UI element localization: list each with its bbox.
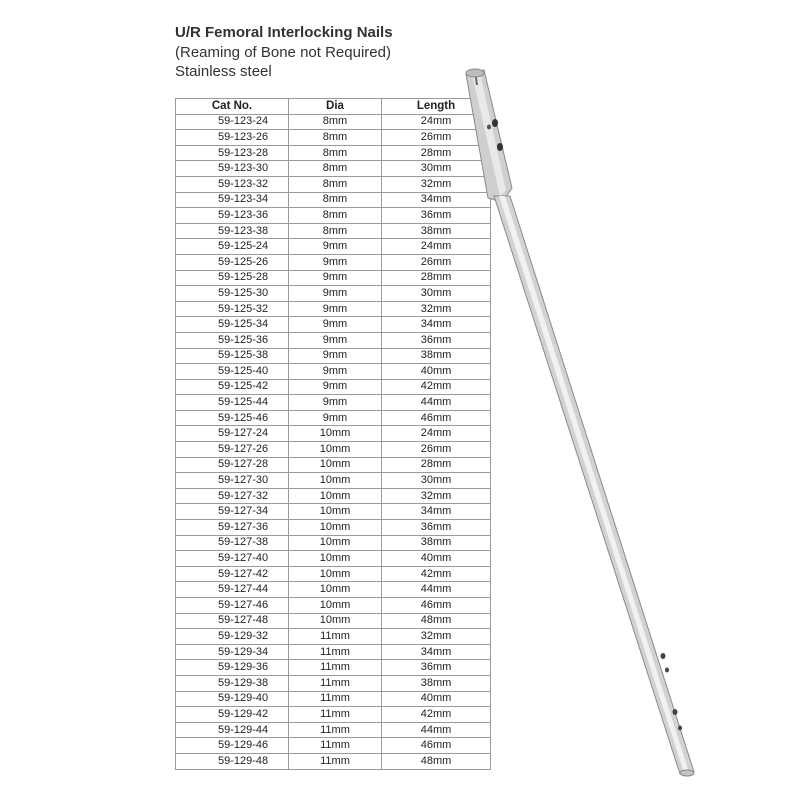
cell-cat-no: 59-125-24 bbox=[176, 239, 289, 255]
cell-cat-no: 59-127-42 bbox=[176, 566, 289, 582]
cell-cat-no: 59-125-28 bbox=[176, 270, 289, 286]
cell-dia: 9mm bbox=[289, 364, 382, 380]
header-cat-no: Cat No. bbox=[176, 99, 289, 115]
cell-dia: 10mm bbox=[289, 442, 382, 458]
cell-length: 42mm bbox=[382, 566, 491, 582]
cell-length: 38mm bbox=[382, 535, 491, 551]
cell-length: 42mm bbox=[382, 379, 491, 395]
cell-dia: 8mm bbox=[289, 161, 382, 177]
cell-length: 38mm bbox=[382, 223, 491, 239]
cell-dia: 8mm bbox=[289, 208, 382, 224]
cell-length: 24mm bbox=[382, 239, 491, 255]
cell-cat-no: 59-125-36 bbox=[176, 332, 289, 348]
cell-cat-no: 59-129-40 bbox=[176, 691, 289, 707]
cell-cat-no: 59-125-34 bbox=[176, 317, 289, 333]
cell-dia: 10mm bbox=[289, 535, 382, 551]
cell-dia: 11mm bbox=[289, 675, 382, 691]
cell-dia: 8mm bbox=[289, 192, 382, 208]
cell-length: 36mm bbox=[382, 660, 491, 676]
cell-cat-no: 59-125-26 bbox=[176, 254, 289, 270]
cell-cat-no: 59-123-24 bbox=[176, 114, 289, 130]
cell-cat-no: 59-125-44 bbox=[176, 395, 289, 411]
cell-length: 30mm bbox=[382, 473, 491, 489]
cell-cat-no: 59-129-42 bbox=[176, 707, 289, 723]
cell-cat-no: 59-123-36 bbox=[176, 208, 289, 224]
cell-length: 32mm bbox=[382, 488, 491, 504]
cell-length: 28mm bbox=[382, 145, 491, 161]
cell-cat-no: 59-129-32 bbox=[176, 629, 289, 645]
cell-cat-no: 59-129-36 bbox=[176, 660, 289, 676]
cell-length: 30mm bbox=[382, 161, 491, 177]
cell-cat-no: 59-127-40 bbox=[176, 551, 289, 567]
cell-dia: 10mm bbox=[289, 598, 382, 614]
cell-dia: 11mm bbox=[289, 707, 382, 723]
cell-length: 34mm bbox=[382, 192, 491, 208]
cell-cat-no: 59-125-38 bbox=[176, 348, 289, 364]
cell-dia: 9mm bbox=[289, 254, 382, 270]
cell-dia: 10mm bbox=[289, 520, 382, 536]
cell-dia: 11mm bbox=[289, 738, 382, 754]
cell-length: 36mm bbox=[382, 520, 491, 536]
cell-length: 36mm bbox=[382, 208, 491, 224]
cell-cat-no: 59-127-24 bbox=[176, 426, 289, 442]
cell-length: 24mm bbox=[382, 114, 491, 130]
cell-dia: 10mm bbox=[289, 504, 382, 520]
cell-dia: 9mm bbox=[289, 301, 382, 317]
cell-cat-no: 59-125-32 bbox=[176, 301, 289, 317]
cell-dia: 9mm bbox=[289, 395, 382, 411]
cell-length: 46mm bbox=[382, 598, 491, 614]
page-subtitle: (Reaming of Bone not Required) bbox=[175, 44, 391, 61]
cell-length: 46mm bbox=[382, 738, 491, 754]
cell-length: 28mm bbox=[382, 457, 491, 473]
cell-length: 44mm bbox=[382, 582, 491, 598]
cell-cat-no: 59-129-48 bbox=[176, 753, 289, 769]
cell-cat-no: 59-127-28 bbox=[176, 457, 289, 473]
cell-length: 38mm bbox=[382, 348, 491, 364]
cell-length: 36mm bbox=[382, 332, 491, 348]
cell-length: 28mm bbox=[382, 270, 491, 286]
cell-dia: 10mm bbox=[289, 613, 382, 629]
cell-cat-no: 59-127-44 bbox=[176, 582, 289, 598]
cell-length: 34mm bbox=[382, 317, 491, 333]
cell-length: 26mm bbox=[382, 442, 491, 458]
cell-dia: 11mm bbox=[289, 722, 382, 738]
cell-length: 38mm bbox=[382, 675, 491, 691]
cell-dia: 8mm bbox=[289, 114, 382, 130]
cell-cat-no: 59-123-28 bbox=[176, 145, 289, 161]
cell-cat-no: 59-129-44 bbox=[176, 722, 289, 738]
cell-cat-no: 59-125-30 bbox=[176, 286, 289, 302]
cell-length: 40mm bbox=[382, 551, 491, 567]
cell-dia: 9mm bbox=[289, 270, 382, 286]
cell-dia: 10mm bbox=[289, 457, 382, 473]
cell-length: 40mm bbox=[382, 691, 491, 707]
cell-cat-no: 59-123-38 bbox=[176, 223, 289, 239]
cell-cat-no: 59-123-26 bbox=[176, 130, 289, 146]
cell-dia: 11mm bbox=[289, 629, 382, 645]
cell-dia: 11mm bbox=[289, 660, 382, 676]
cell-cat-no: 59-127-26 bbox=[176, 442, 289, 458]
cell-length: 24mm bbox=[382, 426, 491, 442]
cell-dia: 11mm bbox=[289, 644, 382, 660]
cell-cat-no: 59-125-40 bbox=[176, 364, 289, 380]
cell-length: 26mm bbox=[382, 254, 491, 270]
cell-dia: 11mm bbox=[289, 753, 382, 769]
cell-cat-no: 59-129-38 bbox=[176, 675, 289, 691]
cell-cat-no: 59-127-30 bbox=[176, 473, 289, 489]
cell-length: 48mm bbox=[382, 613, 491, 629]
cell-cat-no: 59-129-34 bbox=[176, 644, 289, 660]
cell-dia: 10mm bbox=[289, 582, 382, 598]
cell-dia: 8mm bbox=[289, 176, 382, 192]
cell-length: 44mm bbox=[382, 722, 491, 738]
cell-length: 48mm bbox=[382, 753, 491, 769]
cell-dia: 9mm bbox=[289, 239, 382, 255]
page-title: U/R Femoral Interlocking Nails bbox=[175, 24, 393, 41]
cell-dia: 9mm bbox=[289, 286, 382, 302]
cell-length: 32mm bbox=[382, 176, 491, 192]
cell-dia: 9mm bbox=[289, 332, 382, 348]
cell-cat-no: 59-127-46 bbox=[176, 598, 289, 614]
cell-dia: 10mm bbox=[289, 426, 382, 442]
cell-length: 32mm bbox=[382, 629, 491, 645]
cell-dia: 9mm bbox=[289, 379, 382, 395]
cell-length: 44mm bbox=[382, 395, 491, 411]
cell-cat-no: 59-123-32 bbox=[176, 176, 289, 192]
cell-dia: 8mm bbox=[289, 145, 382, 161]
header-dia: Dia bbox=[289, 99, 382, 115]
cell-cat-no: 59-123-30 bbox=[176, 161, 289, 177]
cell-dia: 10mm bbox=[289, 473, 382, 489]
cell-length: 40mm bbox=[382, 364, 491, 380]
cell-length: 34mm bbox=[382, 644, 491, 660]
cell-dia: 9mm bbox=[289, 348, 382, 364]
cell-cat-no: 59-123-34 bbox=[176, 192, 289, 208]
cell-cat-no: 59-125-46 bbox=[176, 410, 289, 426]
cell-dia: 11mm bbox=[289, 691, 382, 707]
cell-length: 26mm bbox=[382, 130, 491, 146]
cell-length: 30mm bbox=[382, 286, 491, 302]
material-label: Stainless steel bbox=[175, 63, 272, 80]
cell-length: 42mm bbox=[382, 707, 491, 723]
cell-dia: 10mm bbox=[289, 566, 382, 582]
cell-cat-no: 59-129-46 bbox=[176, 738, 289, 754]
cell-cat-no: 59-127-38 bbox=[176, 535, 289, 551]
cell-dia: 9mm bbox=[289, 410, 382, 426]
cell-cat-no: 59-127-34 bbox=[176, 504, 289, 520]
cell-cat-no: 59-127-36 bbox=[176, 520, 289, 536]
cell-dia: 10mm bbox=[289, 488, 382, 504]
cell-cat-no: 59-125-42 bbox=[176, 379, 289, 395]
cell-dia: 9mm bbox=[289, 317, 382, 333]
cell-dia: 8mm bbox=[289, 223, 382, 239]
cell-length: 46mm bbox=[382, 410, 491, 426]
cell-dia: 8mm bbox=[289, 130, 382, 146]
cell-cat-no: 59-127-32 bbox=[176, 488, 289, 504]
cell-dia: 10mm bbox=[289, 551, 382, 567]
cell-length: 32mm bbox=[382, 301, 491, 317]
cell-length: 34mm bbox=[382, 504, 491, 520]
cell-cat-no: 59-127-48 bbox=[176, 613, 289, 629]
header-length: Length bbox=[382, 99, 491, 115]
